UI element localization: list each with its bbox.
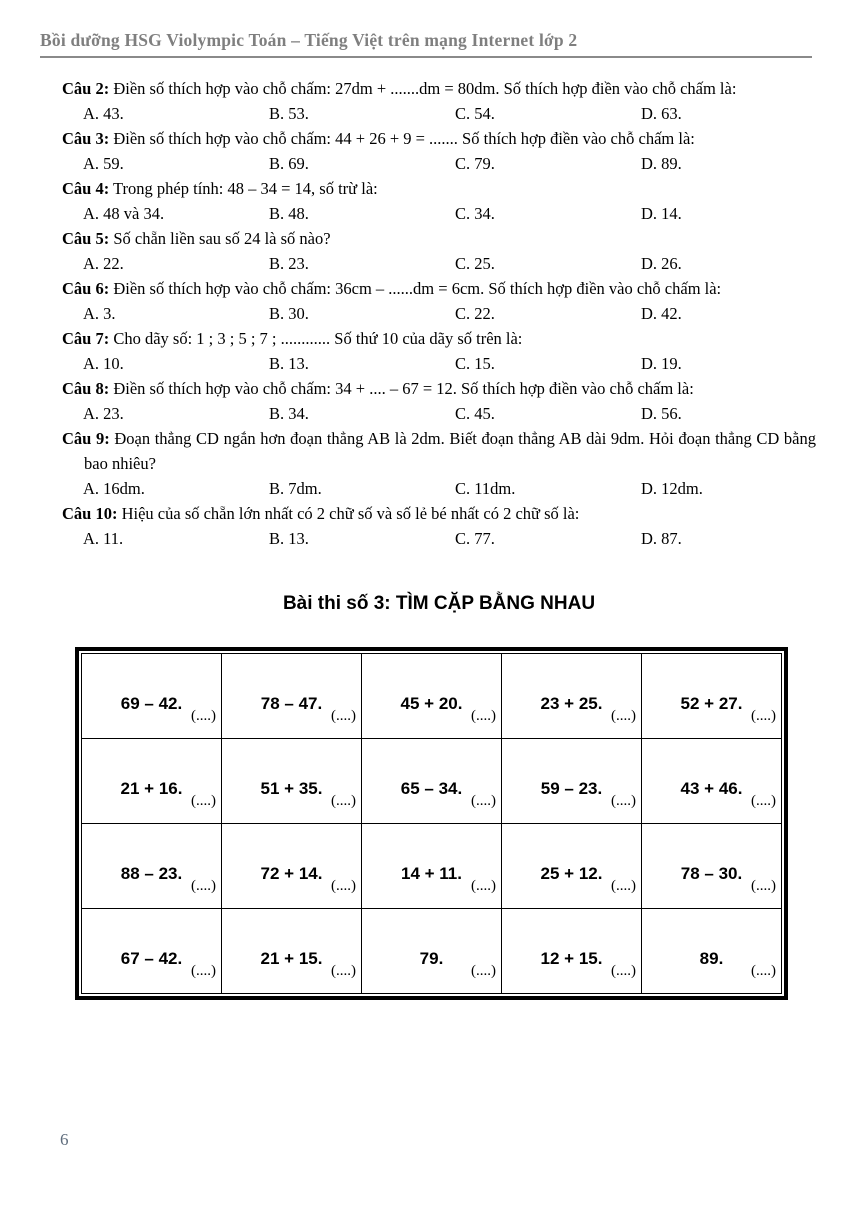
page-footer [60, 1130, 69, 1150]
expression-text: 51 + 35. [260, 779, 323, 798]
expression-cell [502, 824, 642, 909]
expression-cell [222, 654, 362, 739]
answer-options [62, 351, 816, 376]
expression-text: 79. [419, 949, 444, 968]
answer-option-d: D. 12dm. [641, 479, 703, 498]
expression-cell [82, 739, 222, 824]
question-label: Câu 6: [62, 279, 110, 298]
question-text [62, 426, 816, 476]
answer-option-b: B. 7dm. [269, 479, 322, 498]
answer-blank: (....) [751, 963, 776, 979]
question-text [62, 176, 816, 201]
answer-option-d: D. 14. [641, 204, 682, 223]
answer-option-b: B. 23. [269, 254, 309, 273]
answer-blank: (....) [191, 878, 216, 894]
page-header [40, 30, 812, 58]
question-block [62, 376, 816, 426]
answer-option-d: D. 87. [641, 529, 682, 548]
expression-text: 78 – 30. [680, 864, 743, 883]
question-body: Điền số thích hợp vào chỗ chấm: 34 + .... – 67 = 12. Số thích hợp điền vào chỗ chấm là: [113, 379, 694, 398]
answer-options [62, 301, 816, 326]
question-block [62, 501, 816, 551]
answer-blank: (....) [751, 793, 776, 809]
answer-blank: (....) [191, 708, 216, 724]
expression-text: 45 + 20. [400, 694, 463, 713]
question-label: Câu 3: [62, 129, 110, 148]
answer-option-a: A. 22. [83, 254, 124, 273]
answer-blank: (....) [611, 963, 636, 979]
questions-list [62, 76, 816, 551]
answer-option-c: C. 77. [455, 529, 495, 548]
answer-option-a: A. 23. [83, 404, 124, 423]
expression-text: 88 – 23. [120, 864, 183, 883]
answer-option-d: D. 89. [641, 154, 682, 173]
table-row [82, 654, 782, 739]
expression-cell [362, 654, 502, 739]
answer-option-c: C. 34. [455, 204, 495, 223]
question-label: Câu 9: [62, 429, 110, 448]
answer-option-b: B. 48. [269, 204, 309, 223]
expression-text: 14 + 11. [401, 864, 462, 883]
expression-text: 72 + 14. [260, 864, 323, 883]
expression-cell [222, 739, 362, 824]
answer-blank: (....) [191, 963, 216, 979]
expression-cell [642, 654, 782, 739]
question-block [62, 176, 816, 226]
answer-option-d: D. 19. [641, 354, 682, 373]
expression-text: 65 – 34. [400, 779, 463, 798]
answer-option-b: B. 30. [269, 304, 309, 323]
answer-option-b: B. 13. [269, 529, 309, 548]
question-block [62, 226, 816, 276]
answer-options [62, 201, 816, 226]
answer-option-c: C. 54. [455, 104, 495, 123]
expression-text: 25 + 12. [540, 864, 603, 883]
section-title: Bài thi số 3: TÌM CẶP BẰNG NHAU [282, 593, 596, 614]
question-block [62, 126, 816, 176]
expression-cell [642, 739, 782, 824]
answer-option-b: B. 34. [269, 404, 309, 423]
question-text [62, 126, 816, 151]
header-title: Bồi dưỡng HSG Violympic Toán – Tiếng Việt trên mạng Internet lớp 2 [40, 30, 578, 50]
expression-cell [222, 909, 362, 994]
expression-cell [502, 739, 642, 824]
answer-option-a: A. 10. [83, 354, 124, 373]
question-body: Đoạn thẳng CD ngắn hơn đoạn thẳng AB là 2dm. Biết đoạn thẳng AB dài 9dm. Hỏi đoạn thẳng CD bằng bao nhiêu? [84, 429, 817, 473]
answer-option-c: C. 25. [455, 254, 495, 273]
answer-blank: (....) [471, 963, 496, 979]
expression-text: 67 – 42. [120, 949, 183, 968]
question-body: Cho dãy số: 1 ; 3 ; 5 ; 7 ; ............ Số thứ 10 của dãy số trên là: [113, 329, 523, 348]
expression-text: 78 – 47. [260, 694, 323, 713]
page-content [62, 76, 816, 1000]
question-label: Câu 4: [62, 179, 110, 198]
table-row [82, 824, 782, 909]
question-body: Điền số thích hợp vào chỗ chấm: 44 + 26 + 9 = ....... Số thích hợp điền vào chỗ chấm là: [113, 129, 695, 148]
answer-option-b: B. 53. [269, 104, 309, 123]
question-label: Câu 10: [62, 504, 118, 523]
answer-option-a: A. 48 và 34. [83, 204, 165, 223]
question-body: Điền số thích hợp vào chỗ chấm: 36cm – ......dm = 6cm. Số thích hợp điền vào chỗ chấm là: [113, 279, 722, 298]
question-block [62, 426, 816, 501]
answer-option-c: C. 11dm. [455, 479, 516, 498]
expression-text: 89. [699, 949, 724, 968]
expression-cell [82, 654, 222, 739]
expression-cell [362, 824, 502, 909]
answer-option-c: C. 22. [455, 304, 495, 323]
expression-text: 43 + 46. [680, 779, 743, 798]
expression-text: 69 – 42. [120, 694, 183, 713]
question-label: Câu 2: [62, 79, 110, 98]
table-row [82, 739, 782, 824]
question-text [62, 226, 816, 251]
answer-options [62, 526, 816, 551]
expression-text: 23 + 25. [540, 694, 603, 713]
question-text [62, 501, 816, 526]
answer-blank: (....) [611, 878, 636, 894]
expression-text: 21 + 16. [120, 779, 183, 798]
answer-option-b: B. 13. [269, 354, 309, 373]
expression-cell [642, 909, 782, 994]
answer-options [62, 476, 816, 501]
expression-cell [362, 739, 502, 824]
expression-text: 52 + 27. [680, 694, 743, 713]
answer-options [62, 101, 816, 126]
answer-option-a: A. 59. [83, 154, 124, 173]
expression-cell [502, 654, 642, 739]
answer-blank: (....) [471, 793, 496, 809]
answer-option-d: D. 42. [641, 304, 682, 323]
expression-text: 12 + 15. [540, 949, 603, 968]
answer-option-d: D. 26. [641, 254, 682, 273]
answer-blank: (....) [471, 878, 496, 894]
answer-option-a: A. 11. [83, 529, 124, 548]
answer-option-c: C. 45. [455, 404, 495, 423]
question-body: Hiệu của số chẵn lớn nhất có 2 chữ số và số lẻ bé nhất có 2 chữ số là: [121, 504, 580, 523]
answer-blank: (....) [751, 878, 776, 894]
answer-option-d: D. 56. [641, 404, 682, 423]
question-body: Trong phép tính: 48 – 34 = 14, số trừ là: [113, 179, 378, 198]
expression-text: 21 + 15. [260, 949, 323, 968]
question-text [62, 326, 816, 351]
expression-cell [502, 909, 642, 994]
answer-blank: (....) [331, 963, 356, 979]
answer-option-c: C. 15. [455, 354, 495, 373]
question-label: Câu 7: [62, 329, 110, 348]
answer-option-c: C. 79. [455, 154, 495, 173]
expression-cell [362, 909, 502, 994]
expression-cell [642, 824, 782, 909]
answer-blank: (....) [331, 708, 356, 724]
question-body: Số chẵn liền sau số 24 là số nào? [113, 229, 331, 248]
question-label: Câu 8: [62, 379, 110, 398]
question-block [62, 76, 816, 126]
answer-option-a: A. 16dm. [83, 479, 145, 498]
answer-options [62, 401, 816, 426]
question-text [62, 76, 816, 101]
answer-option-a: A. 43. [83, 104, 124, 123]
table-row [82, 909, 782, 994]
expression-text: 59 – 23. [540, 779, 603, 798]
answer-blank: (....) [611, 708, 636, 724]
answer-options [62, 251, 816, 276]
answer-option-d: D. 63. [641, 104, 682, 123]
question-block [62, 326, 816, 376]
matching-table-grid [81, 653, 782, 994]
answer-blank: (....) [471, 708, 496, 724]
answer-blank: (....) [611, 793, 636, 809]
answer-option-a: A. 3. [83, 304, 116, 323]
answer-blank: (....) [331, 878, 356, 894]
matching-table [75, 647, 788, 1000]
answer-options [62, 151, 816, 176]
answer-blank: (....) [191, 793, 216, 809]
answer-blank: (....) [751, 708, 776, 724]
question-body: Điền số thích hợp vào chỗ chấm: 27dm + .......dm = 80dm. Số thích hợp điền vào chỗ chấm là: [113, 79, 737, 98]
answer-blank: (....) [331, 793, 356, 809]
question-label: Câu 5: [62, 229, 110, 248]
answer-option-b: B. 69. [269, 154, 309, 173]
expression-cell [82, 909, 222, 994]
expression-cell [222, 824, 362, 909]
page-number: 6 [60, 1130, 69, 1149]
question-text [62, 276, 816, 301]
expression-cell [82, 824, 222, 909]
question-text [62, 376, 816, 401]
question-block [62, 276, 816, 326]
